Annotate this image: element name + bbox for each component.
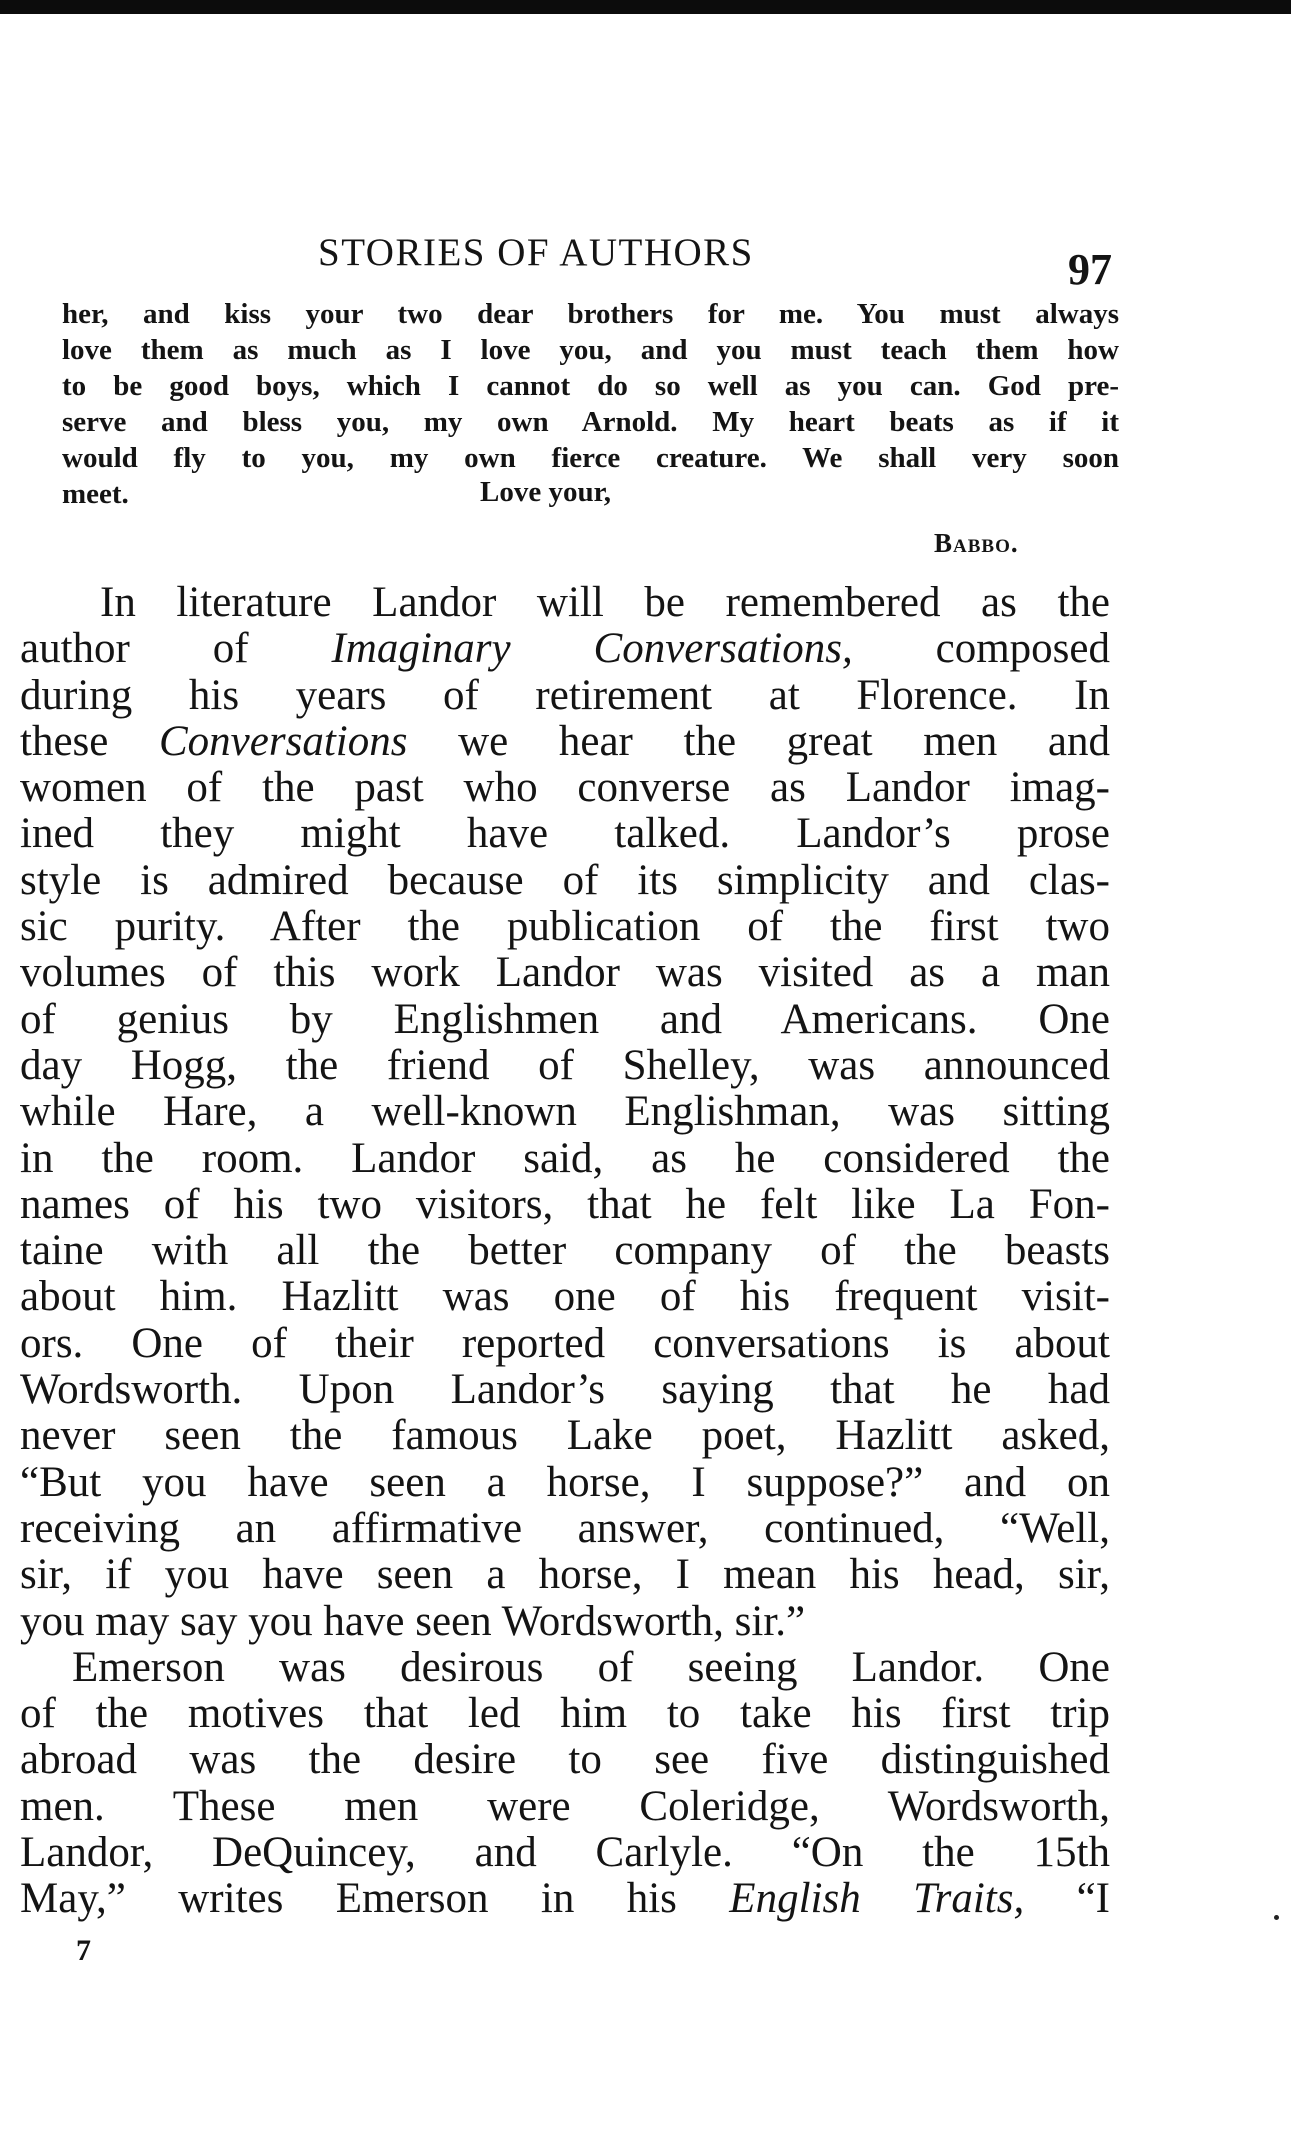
letter-line: to be good boys, which I cannot do so well as you can. God pre- xyxy=(62,370,1119,402)
printer-signature-mark: 7 xyxy=(76,1934,91,1967)
text-line: of genius by Englishmen and Americans. One xyxy=(20,995,1110,1043)
letter-signature: Babbo. xyxy=(934,528,1019,558)
text-line: receiving an affirmative answer, continued, “Well, xyxy=(20,1504,1110,1552)
text-line: Emerson was desirous of seeing Landor. One xyxy=(72,1643,1110,1691)
letter-line: her, and kiss your two dear brothers for me. You must always xyxy=(62,298,1119,330)
text-line: volumes of this work Landor was visited as a man xyxy=(20,949,1110,997)
text-line: “But you have seen a horse, I suppose?” and on xyxy=(20,1458,1110,1506)
text-line: these Conversations we hear the great men and xyxy=(20,717,1110,765)
running-title: STORIES OF AUTHORS xyxy=(318,231,754,274)
letter-closing: Love your, xyxy=(480,476,612,508)
text-line: Wordsworth. Upon Landor’s saying that he had xyxy=(20,1366,1110,1414)
text-line: May,” writes Emerson in his English Traits, “I xyxy=(20,1875,1110,1923)
text-line: ined they might have talked. Landor’s prose xyxy=(20,810,1110,858)
text-line: abroad was the desire to see five distinguished xyxy=(20,1736,1110,1784)
book-title: Imaginary Conversations, xyxy=(331,625,853,673)
body-text xyxy=(20,580,1110,1923)
text-line: while Hare, a well-known Englishman, was sitting xyxy=(20,1088,1110,1136)
text-line: about him. Hazlitt was one of his frequent visit- xyxy=(20,1273,1110,1321)
letter-line: love them as much as I love you, and you must teach them how xyxy=(62,334,1119,366)
text-line: In literature Landor will be remembered as the xyxy=(100,579,1110,626)
paragraph-emerson xyxy=(20,1645,1110,1923)
text-line: of the motives that led him to take his first trip xyxy=(20,1690,1110,1738)
text-line: never seen the famous Lake poet, Hazlitt asked, xyxy=(20,1412,1110,1460)
text-line: women of the past who converse as Landor imag- xyxy=(20,764,1110,812)
text-line: sir, if you have seen a horse, I mean his head, sir, xyxy=(20,1551,1110,1599)
text-line: sic purity. After the publication of the first two xyxy=(20,903,1110,951)
text-line: author of Imaginary Conversations, composed xyxy=(20,625,1110,673)
scan-speck xyxy=(1274,1915,1279,1920)
letter-line: serve and bless you, my own Arnold. My heart beats as if it xyxy=(62,406,1119,438)
letter-line: meet. xyxy=(62,478,129,510)
text-line: style is admired because of its simplicity and clas- xyxy=(20,856,1110,904)
text-line: names of his two visitors, that he felt like La Fon- xyxy=(20,1180,1110,1228)
page-number: 97 xyxy=(1068,245,1112,294)
text-line: during his years of retirement at Florence. In xyxy=(20,671,1110,719)
book-title: English Traits, xyxy=(729,1875,1025,1923)
text-line: in the room. Landor said, as he considered the xyxy=(20,1134,1110,1182)
text-line: Landor, DeQuincey, and Carlyle. “On the 15th xyxy=(20,1829,1110,1877)
paragraph-landor xyxy=(20,580,1110,1645)
text-line: men. These men were Coleridge, Wordsworth, xyxy=(20,1782,1110,1830)
text-line: day Hogg, the friend of Shelley, was announced xyxy=(20,1041,1110,1089)
text-line: you may say you have seen Wordsworth, sir.” xyxy=(20,1597,806,1645)
letter-line: would fly to you, my own fierce creature. We shall very soon xyxy=(62,442,1119,474)
running-head xyxy=(0,222,1291,294)
book-title: Conversations xyxy=(159,717,408,765)
text-line: ors. One of their reported conversations is about xyxy=(20,1319,1110,1367)
text-line: taine with all the better company of the beasts xyxy=(20,1227,1110,1275)
